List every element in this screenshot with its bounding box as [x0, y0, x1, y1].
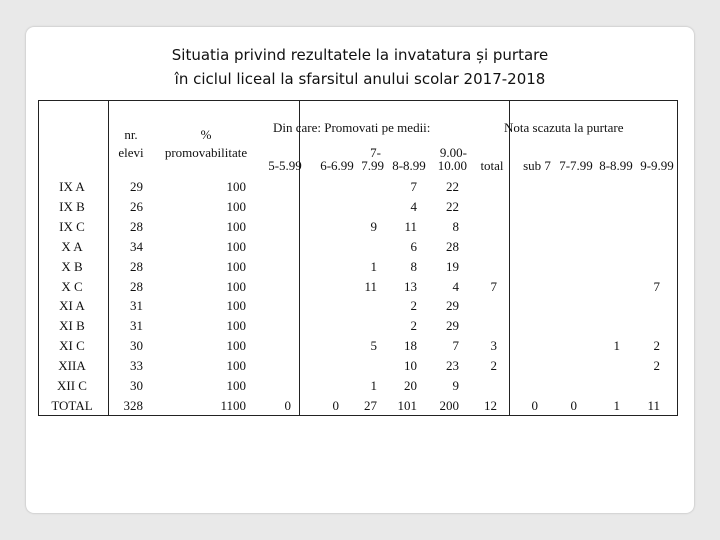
table-cell-m2: 0 [332, 397, 339, 413]
table-cell-nr: 33 [130, 358, 143, 374]
table-cell-nr: 28 [130, 258, 143, 274]
header-grade-6: 6-6.99 [320, 158, 354, 173]
table-cell-total: 3 [490, 338, 497, 354]
table-cell-n8: 1 [613, 338, 620, 354]
table-cell-pct: 100 [226, 358, 246, 374]
title-line-1: Situatia privind rezultatele la invatatura și purtare [171, 46, 549, 64]
table-cell-pct: 100 [226, 218, 246, 234]
header-conduct-9: 9-9.99 [640, 158, 674, 173]
header-grade-8: 8-8.99 [392, 158, 426, 173]
table-cell-m3: 11 [364, 278, 377, 294]
header-elevi: elevi [118, 145, 144, 160]
header-nr: nr. [124, 127, 138, 142]
table-cell-nr: 30 [130, 338, 143, 354]
table-cell-total: 12 [484, 397, 497, 413]
table-cell-m5: 29 [446, 298, 459, 314]
table-cell-pct: 100 [226, 338, 246, 354]
table-cell-cls: X A [61, 238, 83, 254]
table-cell-nr: 26 [130, 198, 143, 214]
header-grade-5: 5-5.99 [268, 158, 302, 173]
table-cell-m5: 22 [446, 198, 459, 214]
table-cell-m4: 18 [404, 338, 417, 354]
table-cell-cls: IX C [59, 218, 85, 234]
header-grade-9-top: 9.00- [439, 145, 467, 160]
table-cell-m5: 7 [452, 338, 459, 354]
table-cell-m4: 4 [410, 198, 417, 214]
header-grade-9-bottom: 10.00 [437, 158, 467, 173]
table-cell-m4: 2 [410, 298, 417, 314]
table-cell-n9: 2 [653, 358, 660, 374]
table-cell-n9: 2 [653, 338, 660, 354]
header-grade-7-bottom: 7.99 [361, 158, 384, 173]
table-cell-cls: XI C [59, 338, 85, 354]
table-cell-cls: XII C [57, 378, 87, 393]
table-cell-nr: 31 [130, 318, 143, 334]
table-cell-nr: 328 [123, 397, 143, 413]
column-divider [299, 101, 300, 415]
header-grade-7-top: 7- [370, 145, 381, 160]
table-cell-n8: 1 [613, 397, 620, 413]
header-sub7: sub 7 [523, 158, 551, 173]
table-cell-n9: 11 [647, 397, 660, 413]
table-cell-m4: 20 [404, 378, 417, 393]
table-cell-nr: 28 [130, 218, 143, 234]
table-cell-nr: 34 [130, 238, 143, 254]
table-cell-cls: IX A [59, 179, 85, 194]
table-cell-m1: 0 [284, 397, 291, 413]
table-cell-pct: 100 [226, 298, 246, 314]
table-cell-m4: 2 [410, 318, 417, 334]
table-cell-m4: 13 [404, 278, 417, 294]
header-promovabilitate: promovabilitate [164, 145, 248, 160]
table-cell-m3: 1 [370, 378, 377, 393]
table-cell-pct: 100 [226, 278, 246, 294]
table-cell-m5: 28 [446, 238, 459, 254]
header-nota-scazuta: Nota scazuta la purtare [504, 120, 624, 135]
table-cell-m3: 1 [370, 258, 377, 274]
table-cell-m4: 10 [404, 358, 417, 374]
table-cell-m5: 9 [452, 378, 459, 393]
header-conduct-7: 7-7.99 [559, 158, 593, 173]
table-cell-pct: 100 [226, 198, 246, 214]
table-cell-m4: 7 [410, 179, 417, 194]
table-cell-m5: 200 [439, 397, 459, 413]
table-cell-cls: X C [61, 278, 83, 294]
table-cell-pct: 100 [226, 378, 246, 393]
column-divider [509, 101, 510, 415]
table-cell-cls: XI A [59, 298, 85, 314]
table-cell-m4: 8 [410, 258, 417, 274]
table-cell-m5: 19 [446, 258, 459, 274]
table-cell-m5: 29 [446, 318, 459, 334]
table-cell-m3: 9 [370, 218, 377, 234]
table-cell-pct: 100 [226, 318, 246, 334]
table-cell-nr: 31 [130, 298, 143, 314]
table-cell-pct: 100 [226, 258, 246, 274]
table-cell-pct: 1100 [220, 397, 246, 413]
table-cell-m3: 5 [370, 338, 377, 354]
table-cell-cls: TOTAL [51, 397, 93, 413]
table-cell-cls: IX B [59, 198, 85, 214]
table-cell-m5: 4 [452, 278, 459, 294]
header-total: total [480, 158, 504, 173]
table-cell-total: 7 [490, 278, 497, 294]
title-line-2: în ciclul liceal la sfarsitul anului scolar 2017-2018 [174, 70, 546, 88]
table-cell-cls: X B [61, 258, 83, 274]
header-percent: % [200, 127, 212, 142]
table-cell-n7: 0 [570, 397, 577, 413]
header-din-care: Din care: Promovati pe medii: [273, 120, 431, 135]
table-cell-nr: 30 [130, 378, 143, 393]
table-cell-m4: 11 [404, 218, 417, 234]
table-cell-sub7: 0 [531, 397, 538, 413]
table-cell-pct: 100 [226, 238, 246, 254]
table-cell-m5: 22 [446, 179, 459, 194]
header-conduct-8: 8-8.99 [599, 158, 633, 173]
table-cell-cls: XIIA [58, 358, 86, 374]
table-cell-cls: XI B [59, 318, 85, 334]
table-cell-m4: 101 [397, 397, 417, 413]
table-cell-nr: 28 [130, 278, 143, 294]
table-cell-nr: 29 [130, 179, 143, 194]
table-cell-n9: 7 [653, 278, 660, 294]
table-cell-pct: 100 [226, 179, 246, 194]
results-table [38, 100, 678, 416]
table-cell-m5: 8 [452, 218, 459, 234]
table-cell-total: 2 [490, 358, 497, 374]
table-cell-m3: 27 [364, 397, 377, 413]
table-cell-m4: 6 [410, 238, 417, 254]
table-cell-m5: 23 [446, 358, 459, 374]
